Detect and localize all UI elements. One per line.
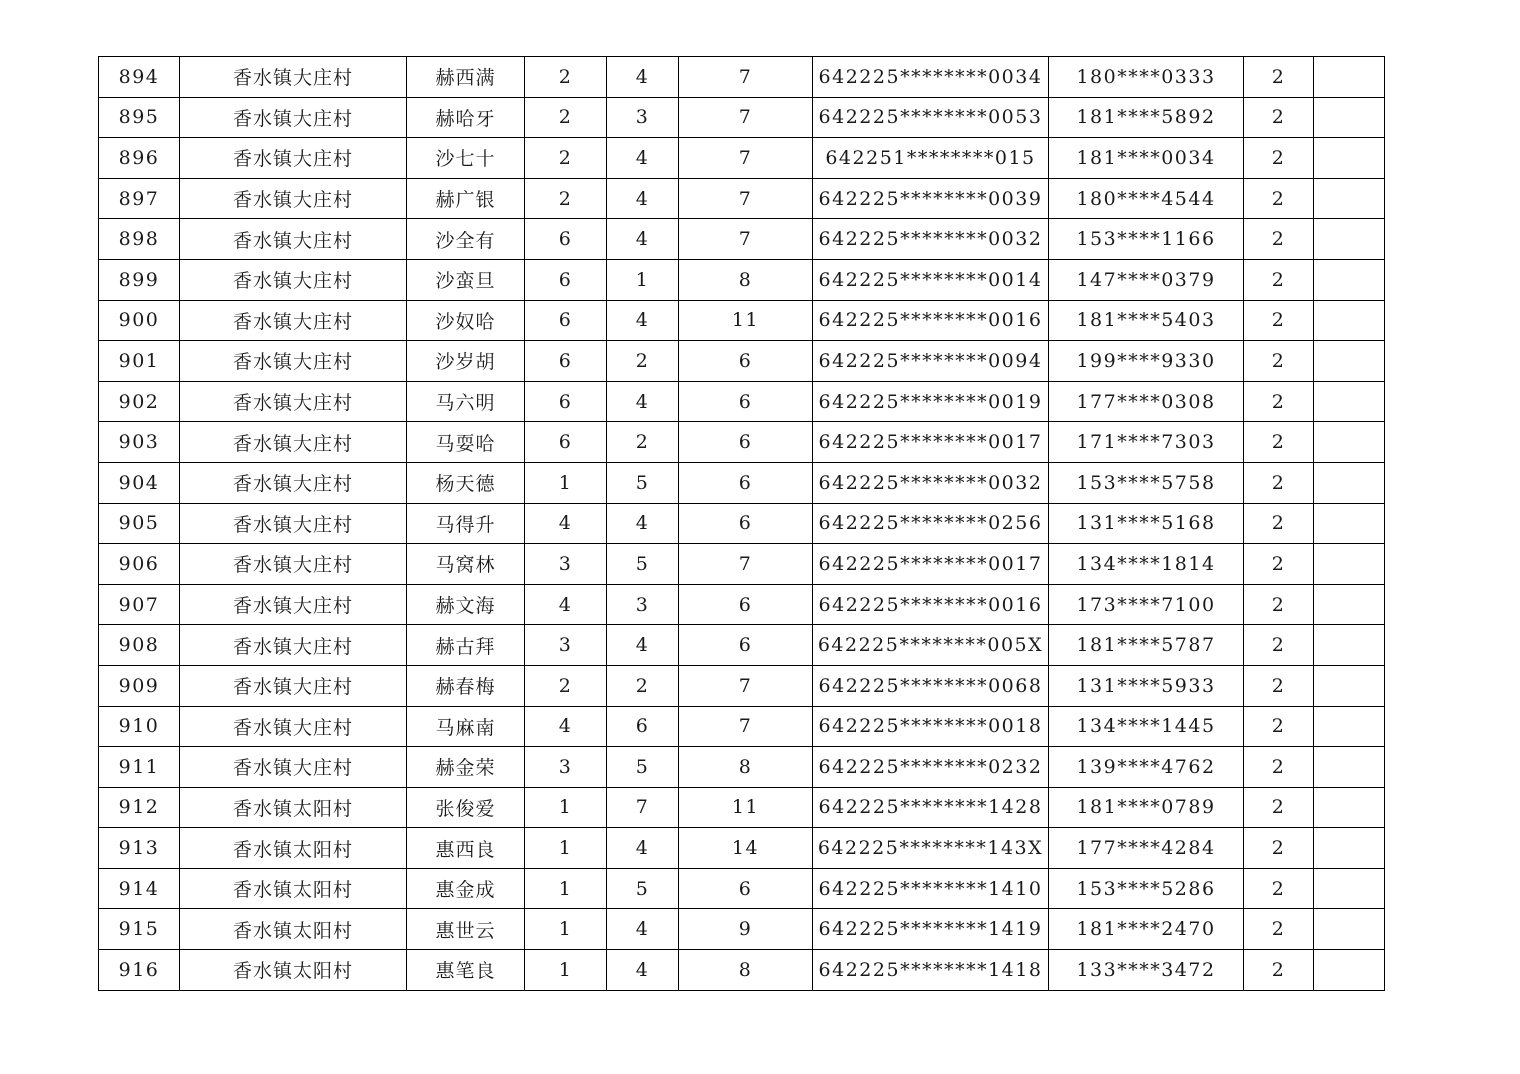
serial-number-cell: 905 [99, 503, 180, 544]
village-cell: 香水镇大庄村 [180, 381, 407, 422]
village-cell: 香水镇大庄村 [180, 706, 407, 747]
value-b-cell: 4 [607, 219, 679, 260]
note-cell [1314, 462, 1385, 503]
note-cell [1314, 178, 1385, 219]
value-b-cell: 2 [607, 665, 679, 706]
value-a-cell: 2 [525, 138, 607, 179]
name-cell: 沙七十 [407, 138, 525, 179]
value-b-cell: 5 [607, 747, 679, 788]
village-cell: 香水镇大庄村 [180, 341, 407, 382]
phone-cell: 153****1166 [1049, 219, 1244, 260]
serial-number-cell: 909 [99, 665, 180, 706]
id-number-cell: 642225********0019 [813, 381, 1049, 422]
value-d-cell: 2 [1244, 300, 1314, 341]
value-b-cell: 3 [607, 97, 679, 138]
note-cell [1314, 706, 1385, 747]
value-a-cell: 2 [525, 665, 607, 706]
village-cell: 香水镇大庄村 [180, 584, 407, 625]
value-d-cell: 2 [1244, 706, 1314, 747]
table-row [99, 625, 1385, 666]
serial-number-cell: 915 [99, 909, 180, 950]
id-number-cell: 642225********0039 [813, 178, 1049, 219]
serial-number-cell: 895 [99, 97, 180, 138]
phone-cell: 153****5286 [1049, 868, 1244, 909]
value-a-cell: 6 [525, 219, 607, 260]
phone-cell: 173****7100 [1049, 584, 1244, 625]
value-c-cell: 6 [679, 422, 813, 463]
table-row [99, 544, 1385, 585]
table-row [99, 381, 1385, 422]
value-d-cell: 2 [1244, 544, 1314, 585]
table-row [99, 97, 1385, 138]
note-cell [1314, 97, 1385, 138]
name-cell: 赫文海 [407, 584, 525, 625]
village-cell: 香水镇大庄村 [180, 57, 407, 98]
value-d-cell: 2 [1244, 665, 1314, 706]
note-cell [1314, 422, 1385, 463]
value-c-cell: 6 [679, 868, 813, 909]
id-number-cell: 642225********1410 [813, 868, 1049, 909]
note-cell [1314, 138, 1385, 179]
note-cell [1314, 57, 1385, 98]
value-b-cell: 4 [607, 138, 679, 179]
phone-cell: 181****0789 [1049, 787, 1244, 828]
value-c-cell: 9 [679, 909, 813, 950]
name-cell: 赫哈牙 [407, 97, 525, 138]
value-c-cell: 7 [679, 219, 813, 260]
village-cell: 香水镇太阳村 [180, 828, 407, 869]
value-b-cell: 4 [607, 381, 679, 422]
value-d-cell: 2 [1244, 381, 1314, 422]
serial-number-cell: 894 [99, 57, 180, 98]
village-cell: 香水镇大庄村 [180, 625, 407, 666]
id-number-cell: 642225********1419 [813, 909, 1049, 950]
value-c-cell: 8 [679, 259, 813, 300]
phone-cell: 171****7303 [1049, 422, 1244, 463]
value-d-cell: 2 [1244, 625, 1314, 666]
serial-number-cell: 912 [99, 787, 180, 828]
name-cell: 赫古拜 [407, 625, 525, 666]
id-number-cell: 642225********1418 [813, 950, 1049, 991]
id-number-cell: 642225********0018 [813, 706, 1049, 747]
id-number-cell: 642225********0053 [813, 97, 1049, 138]
phone-cell: 139****4762 [1049, 747, 1244, 788]
id-number-cell: 642225********1428 [813, 787, 1049, 828]
value-a-cell: 6 [525, 381, 607, 422]
table-row [99, 787, 1385, 828]
value-d-cell: 2 [1244, 787, 1314, 828]
name-cell: 赫金荣 [407, 747, 525, 788]
name-cell: 马麻南 [407, 706, 525, 747]
id-number-cell: 642225********0256 [813, 503, 1049, 544]
value-c-cell: 11 [679, 300, 813, 341]
id-number-cell: 642225********0032 [813, 462, 1049, 503]
village-cell: 香水镇太阳村 [180, 909, 407, 950]
value-b-cell: 4 [607, 909, 679, 950]
table-row [99, 909, 1385, 950]
name-cell: 惠西良 [407, 828, 525, 869]
phone-cell: 181****5787 [1049, 625, 1244, 666]
phone-cell: 153****5758 [1049, 462, 1244, 503]
id-number-cell: 642225********0016 [813, 300, 1049, 341]
serial-number-cell: 898 [99, 219, 180, 260]
value-c-cell: 14 [679, 828, 813, 869]
value-d-cell: 2 [1244, 97, 1314, 138]
table-row [99, 584, 1385, 625]
note-cell [1314, 909, 1385, 950]
value-c-cell: 7 [679, 665, 813, 706]
table-row [99, 138, 1385, 179]
id-number-cell: 642251********015 [813, 138, 1049, 179]
phone-cell: 147****0379 [1049, 259, 1244, 300]
serial-number-cell: 914 [99, 868, 180, 909]
value-d-cell: 2 [1244, 219, 1314, 260]
village-cell: 香水镇大庄村 [180, 219, 407, 260]
serial-number-cell: 913 [99, 828, 180, 869]
value-b-cell: 4 [607, 300, 679, 341]
serial-number-cell: 899 [99, 259, 180, 300]
village-cell: 香水镇大庄村 [180, 544, 407, 585]
note-cell [1314, 950, 1385, 991]
id-number-cell: 642225********0017 [813, 422, 1049, 463]
serial-number-cell: 901 [99, 341, 180, 382]
value-b-cell: 5 [607, 544, 679, 585]
table-row [99, 706, 1385, 747]
value-c-cell: 7 [679, 706, 813, 747]
note-cell [1314, 341, 1385, 382]
id-number-cell: 642225********143X [813, 828, 1049, 869]
phone-cell: 181****5892 [1049, 97, 1244, 138]
table-row [99, 950, 1385, 991]
serial-number-cell: 902 [99, 381, 180, 422]
serial-number-cell: 916 [99, 950, 180, 991]
name-cell: 赫广银 [407, 178, 525, 219]
value-c-cell: 8 [679, 950, 813, 991]
serial-number-cell: 897 [99, 178, 180, 219]
value-b-cell: 4 [607, 178, 679, 219]
id-number-cell: 642225********0016 [813, 584, 1049, 625]
value-c-cell: 6 [679, 381, 813, 422]
village-cell: 香水镇太阳村 [180, 868, 407, 909]
value-d-cell: 2 [1244, 422, 1314, 463]
value-a-cell: 1 [525, 787, 607, 828]
phone-cell: 131****5168 [1049, 503, 1244, 544]
name-cell: 惠笔良 [407, 950, 525, 991]
value-b-cell: 2 [607, 422, 679, 463]
name-cell: 马窝林 [407, 544, 525, 585]
value-d-cell: 2 [1244, 138, 1314, 179]
phone-cell: 181****0034 [1049, 138, 1244, 179]
village-cell: 香水镇大庄村 [180, 178, 407, 219]
value-a-cell: 2 [525, 97, 607, 138]
table-row [99, 747, 1385, 788]
name-cell: 沙全有 [407, 219, 525, 260]
value-c-cell: 6 [679, 341, 813, 382]
name-cell: 沙蛮旦 [407, 259, 525, 300]
value-a-cell: 3 [525, 544, 607, 585]
value-a-cell: 2 [525, 178, 607, 219]
value-b-cell: 4 [607, 950, 679, 991]
village-cell: 香水镇大庄村 [180, 503, 407, 544]
value-d-cell: 2 [1244, 341, 1314, 382]
value-c-cell: 6 [679, 503, 813, 544]
note-cell [1314, 747, 1385, 788]
value-b-cell: 4 [607, 57, 679, 98]
note-cell [1314, 665, 1385, 706]
note-cell [1314, 868, 1385, 909]
village-cell: 香水镇大庄村 [180, 259, 407, 300]
value-d-cell: 2 [1244, 584, 1314, 625]
value-a-cell: 6 [525, 422, 607, 463]
phone-cell: 134****1445 [1049, 706, 1244, 747]
id-number-cell: 642225********0034 [813, 57, 1049, 98]
value-d-cell: 2 [1244, 828, 1314, 869]
serial-number-cell: 906 [99, 544, 180, 585]
note-cell [1314, 381, 1385, 422]
serial-number-cell: 907 [99, 584, 180, 625]
phone-cell: 131****5933 [1049, 665, 1244, 706]
note-cell [1314, 259, 1385, 300]
value-b-cell: 5 [607, 462, 679, 503]
value-c-cell: 6 [679, 584, 813, 625]
value-a-cell: 4 [525, 706, 607, 747]
value-c-cell: 6 [679, 462, 813, 503]
name-cell: 马六明 [407, 381, 525, 422]
name-cell: 杨天德 [407, 462, 525, 503]
name-cell: 赫春梅 [407, 665, 525, 706]
phone-cell: 177****4284 [1049, 828, 1244, 869]
value-a-cell: 1 [525, 950, 607, 991]
value-a-cell: 4 [525, 584, 607, 625]
note-cell [1314, 828, 1385, 869]
id-number-cell: 642225********0094 [813, 341, 1049, 382]
serial-number-cell: 908 [99, 625, 180, 666]
phone-cell: 177****0308 [1049, 381, 1244, 422]
id-number-cell: 642225********0068 [813, 665, 1049, 706]
village-cell: 香水镇大庄村 [180, 97, 407, 138]
name-cell: 马得升 [407, 503, 525, 544]
village-cell: 香水镇大庄村 [180, 300, 407, 341]
value-d-cell: 2 [1244, 503, 1314, 544]
serial-number-cell: 896 [99, 138, 180, 179]
table-row [99, 868, 1385, 909]
value-b-cell: 2 [607, 341, 679, 382]
table-row [99, 259, 1385, 300]
name-cell: 张俊爱 [407, 787, 525, 828]
name-cell: 赫西满 [407, 57, 525, 98]
phone-cell: 199****9330 [1049, 341, 1244, 382]
serial-number-cell: 900 [99, 300, 180, 341]
note-cell [1314, 787, 1385, 828]
value-a-cell: 4 [525, 503, 607, 544]
note-cell [1314, 503, 1385, 544]
value-c-cell: 8 [679, 747, 813, 788]
value-c-cell: 7 [679, 97, 813, 138]
note-cell [1314, 625, 1385, 666]
value-b-cell: 5 [607, 868, 679, 909]
value-d-cell: 2 [1244, 868, 1314, 909]
name-cell: 沙岁胡 [407, 341, 525, 382]
serial-number-cell: 903 [99, 422, 180, 463]
value-c-cell: 7 [679, 544, 813, 585]
phone-cell: 133****3472 [1049, 950, 1244, 991]
value-d-cell: 2 [1244, 259, 1314, 300]
id-number-cell: 642225********0014 [813, 259, 1049, 300]
village-cell: 香水镇大庄村 [180, 747, 407, 788]
value-b-cell: 7 [607, 787, 679, 828]
records-table [98, 56, 1385, 991]
value-a-cell: 6 [525, 259, 607, 300]
name-cell: 惠金成 [407, 868, 525, 909]
table-row [99, 828, 1385, 869]
table-row [99, 341, 1385, 382]
value-b-cell: 3 [607, 584, 679, 625]
id-number-cell: 642225********0032 [813, 219, 1049, 260]
note-cell [1314, 219, 1385, 260]
note-cell [1314, 544, 1385, 585]
value-a-cell: 1 [525, 462, 607, 503]
value-c-cell: 7 [679, 178, 813, 219]
village-cell: 香水镇大庄村 [180, 665, 407, 706]
table-row [99, 665, 1385, 706]
phone-cell: 181****5403 [1049, 300, 1244, 341]
value-d-cell: 2 [1244, 909, 1314, 950]
village-cell: 香水镇大庄村 [180, 422, 407, 463]
village-cell: 香水镇太阳村 [180, 950, 407, 991]
name-cell: 马耍哈 [407, 422, 525, 463]
value-a-cell: 3 [525, 625, 607, 666]
village-cell: 香水镇大庄村 [180, 462, 407, 503]
value-a-cell: 6 [525, 341, 607, 382]
phone-cell: 180****4544 [1049, 178, 1244, 219]
value-b-cell: 1 [607, 259, 679, 300]
value-a-cell: 1 [525, 828, 607, 869]
value-a-cell: 1 [525, 909, 607, 950]
value-b-cell: 4 [607, 503, 679, 544]
id-number-cell: 642225********0017 [813, 544, 1049, 585]
value-b-cell: 4 [607, 625, 679, 666]
table-row [99, 503, 1385, 544]
table-row [99, 462, 1385, 503]
value-d-cell: 2 [1244, 950, 1314, 991]
value-d-cell: 2 [1244, 57, 1314, 98]
value-b-cell: 6 [607, 706, 679, 747]
serial-number-cell: 911 [99, 747, 180, 788]
value-d-cell: 2 [1244, 747, 1314, 788]
value-b-cell: 4 [607, 828, 679, 869]
table-row [99, 422, 1385, 463]
table-row [99, 300, 1385, 341]
value-d-cell: 2 [1244, 178, 1314, 219]
table-body [99, 57, 1385, 991]
phone-cell: 181****2470 [1049, 909, 1244, 950]
value-a-cell: 6 [525, 300, 607, 341]
value-c-cell: 7 [679, 57, 813, 98]
value-c-cell: 6 [679, 625, 813, 666]
serial-number-cell: 904 [99, 462, 180, 503]
note-cell [1314, 584, 1385, 625]
table-row [99, 178, 1385, 219]
phone-cell: 180****0333 [1049, 57, 1244, 98]
name-cell: 惠世云 [407, 909, 525, 950]
table-row [99, 57, 1385, 98]
value-c-cell: 11 [679, 787, 813, 828]
village-cell: 香水镇大庄村 [180, 138, 407, 179]
id-number-cell: 642225********005X [813, 625, 1049, 666]
note-cell [1314, 300, 1385, 341]
value-a-cell: 1 [525, 868, 607, 909]
table-row [99, 219, 1385, 260]
serial-number-cell: 910 [99, 706, 180, 747]
village-cell: 香水镇太阳村 [180, 787, 407, 828]
value-a-cell: 2 [525, 57, 607, 98]
id-number-cell: 642225********0232 [813, 747, 1049, 788]
value-a-cell: 3 [525, 747, 607, 788]
value-d-cell: 2 [1244, 462, 1314, 503]
name-cell: 沙奴哈 [407, 300, 525, 341]
value-c-cell: 7 [679, 138, 813, 179]
phone-cell: 134****1814 [1049, 544, 1244, 585]
